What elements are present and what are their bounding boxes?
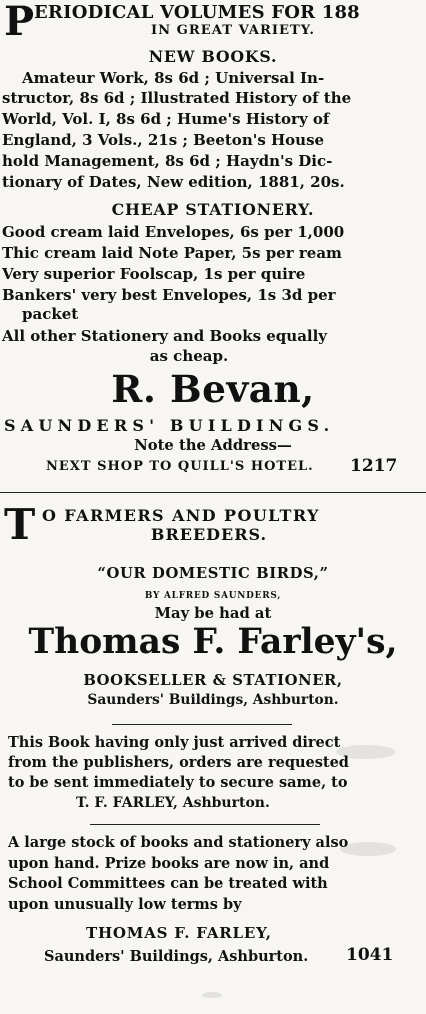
seller-trade: BOOKSELLER & STATIONER, (83, 672, 343, 689)
ad1-title: ERIODICAL VOLUMES FOR 188 (34, 2, 360, 23)
book-title: “OUR DOMESTIC BIRDS,” (97, 565, 329, 582)
stationery-line: packet (22, 305, 79, 323)
ink-smudge (202, 992, 222, 998)
signature-name: THOMAS F. FARLEY, (86, 924, 272, 942)
stock-line: A large stock of books and stationery also (8, 834, 349, 851)
stock-line: School Committees can be treated with (8, 875, 328, 892)
stationery-line: as cheap. (149, 347, 229, 365)
stationery-line: Good cream laid Envelopes, 6s per 1,000 (2, 223, 345, 241)
drop-cap-p: P (4, 0, 35, 45)
new-books-line: hold Management, 8s 6d ; Haydn's Dic- (2, 152, 333, 170)
ad2-title-line1: O FARMERS AND POULTRY (42, 506, 320, 525)
new-books-line: England, 3 Vols., 21s ; Beeton's House (2, 131, 325, 149)
stationery-line: Bankers' very best Envelopes, 1s 3d per (2, 286, 336, 304)
seller-name-bevan: R. Bevan, (111, 367, 315, 411)
author-line: BY ALFRED SAUNDERS, (144, 591, 282, 601)
notice-line: T. F. FARLEY, Ashburton. (76, 795, 270, 811)
section-divider (112, 724, 292, 725)
drop-cap-t: T (4, 500, 36, 549)
seller-location: SAUNDERS' BUILDINGS. (4, 416, 335, 435)
seller-name-farley: Thomas F. Farley's, (28, 622, 398, 662)
ad-divider (0, 492, 426, 493)
stock-line: upon unusually low terms by (8, 896, 242, 913)
notice-line: to be sent immediately to secure same, to (8, 774, 348, 791)
cheap-stationery-heading: CHEAP STATIONERY. (111, 200, 315, 219)
new-books-heading: NEW BOOKS. (148, 47, 278, 66)
section-divider (90, 824, 320, 825)
notice-line: This Book having only just arrived direct (8, 734, 341, 751)
new-books-line: tionary of Dates, New edition, 1881, 20s. (2, 173, 345, 191)
new-books-line: Amateur Work, 8s 6d ; Universal In- (22, 69, 325, 87)
ad2-title-line2: BREEDERS. (150, 525, 268, 544)
stationery-line: All other Stationery and Books equally (2, 327, 328, 345)
stationery-line: Very superior Foolscap, 1s per quire (2, 265, 306, 283)
ad1-subtitle: IN GREAT VARIETY. (150, 23, 316, 38)
ad2-ref-number: 1041 (346, 945, 394, 965)
new-books-line: structor, 8s 6d ; Illustrated History of the (2, 89, 352, 107)
ink-smudge (336, 745, 396, 759)
signature-address: Saunders' Buildings, Ashburton. (44, 948, 309, 965)
address-line: NEXT SHOP TO QUILL'S HOTEL. (46, 459, 314, 474)
new-books-line: World, Vol. I, 8s 6d ; Hume's History of (2, 110, 330, 128)
availability-line: May be had at (154, 605, 272, 622)
address-note: Note the Address— (134, 437, 292, 454)
ink-smudge (340, 842, 396, 856)
notice-line: from the publishers, orders are requested (8, 754, 349, 771)
stock-line: upon hand. Prize books are now in, and (8, 855, 330, 872)
stationery-line: Thic cream laid Note Paper, 5s per ream (2, 244, 342, 262)
ad1-ref-number: 1217 (350, 456, 398, 476)
seller-address: Saunders' Buildings, Ashburton. (87, 692, 339, 708)
